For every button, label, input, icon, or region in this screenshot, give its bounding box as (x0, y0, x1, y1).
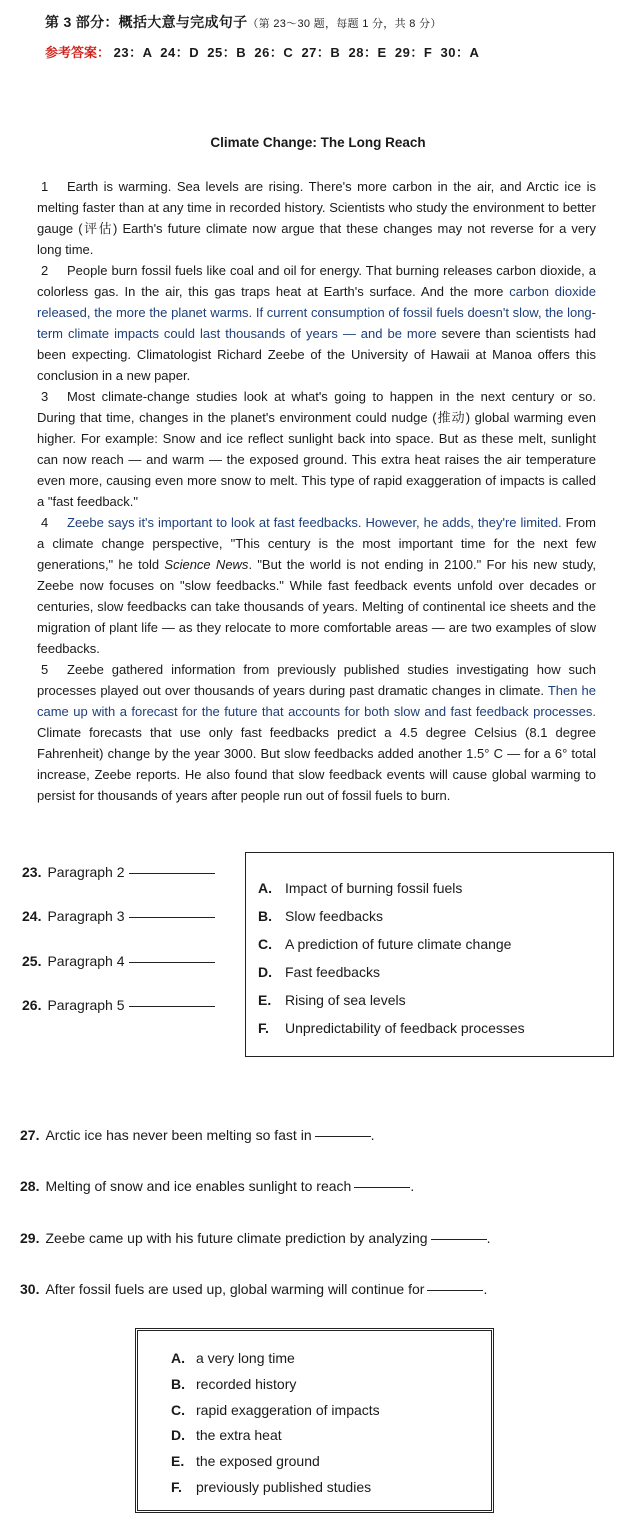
paragraph-text-highlight: Zeebe says it's important to look at fast feedbacks. However, he adds, they're limited. (67, 515, 562, 530)
option-text: A prediction of future climate change (285, 936, 512, 952)
article-body (37, 176, 596, 806)
matching-question-23 (22, 864, 215, 880)
completion-question-27 (20, 1127, 375, 1143)
option-letter: E. (258, 992, 272, 1008)
question-label: Paragraph 5 (47, 997, 125, 1013)
option-letter: E. (171, 1453, 185, 1469)
section-note: （第 23～30 题，每题 1 分，共 8 分） (247, 18, 442, 30)
option-letter: B. (171, 1376, 185, 1392)
paragraph-2 (37, 260, 596, 386)
question-label: Paragraph 3 (47, 908, 125, 924)
matching-option-d (258, 964, 380, 980)
matching-question-24 (22, 908, 215, 924)
question-number: 28. (20, 1178, 40, 1194)
completion-question-28 (20, 1178, 414, 1194)
question-end: . (483, 1281, 488, 1297)
option-text: Impact of burning fossil fuels (285, 880, 463, 896)
completion-question-30 (20, 1281, 487, 1297)
section-title-text: 第 3 部分：概括大意与完成句子 (45, 14, 248, 30)
article-title: Climate Change: The Long Reach (210, 135, 426, 150)
paragraph-4 (37, 512, 596, 659)
question-end: . (370, 1127, 375, 1143)
question-number: 27. (20, 1127, 40, 1143)
question-number: 26. (22, 997, 42, 1013)
option-text: previously published studies (196, 1479, 372, 1495)
paragraph-text: Climate forecasts that use only fast feedbacks predict a 4.5 degree Celsius (8.1 degree Fahrenheit) change by the year 3000. But slow feedbacks added another 1.5° C — for a 6° total increase, Zeebe reports. He also found that slow feedback events will cause global warming to persist for thousands of years after people run out of fossil fuels to burn. (37, 725, 596, 803)
paragraph-5 (37, 659, 596, 806)
question-text: After fossil fuels are used up, global warming will continue for (45, 1281, 425, 1297)
answer-key-label: 参考答案： (45, 45, 111, 60)
paragraph-number: 4 (41, 515, 49, 530)
paragraph-text: From a climate change perspective, "This century is the most important time for the next few generations," he told (37, 515, 596, 572)
paragraph-text: . "But the world is not ending in 2100." For his new study, Zeebe now focuses on "slow feedbacks." While fast feedback events unfold over decades or centuries, slow feedbacks can take thousands of years. Melting of continental ice sheets and the migration of plant life — as they relocate to more comfortable areas — are two examples of slow feedbacks. (37, 557, 597, 656)
question-number: 24. (22, 908, 42, 924)
question-text: Arctic ice has never been melting so fast in (45, 1127, 312, 1143)
paragraph-number: 2 (41, 263, 49, 278)
paragraph-text: People burn fossil fuels like coal and oil for energy. That burning releases carbon dioxide, a colorless gas. In the air, this gas traps heat at Earth's surface. And the more (37, 263, 596, 299)
paragraph-text-highlight: carbon dioxide released, the more the planet warms. If current consumption of fossil fuels doesn't slow, the long-term climate impacts could last thousands of years — and be more (37, 284, 596, 341)
option-text: Slow feedbacks (285, 908, 384, 924)
option-letter: F. (171, 1479, 182, 1495)
answer-blank[interactable] (129, 917, 215, 918)
answer-blank[interactable] (427, 1290, 483, 1291)
question-text: Zeebe came up with his future climate prediction by analyzing (45, 1230, 428, 1246)
paragraph-number: 3 (41, 389, 49, 404)
completion-option-a (171, 1350, 295, 1366)
question-end: . (486, 1230, 491, 1246)
matching-question-26 (22, 997, 215, 1013)
answer-key-values: 23：A 24：D 25：B 26：C 27：B 28：E 29：F 30：A (113, 45, 480, 60)
option-letter: A. (258, 880, 272, 896)
paragraph-text: severe than scientists had been expecting. Climatologist Richard Zeebe of the University of Hawaii at Manoa offers this conclusion in a new paper. (37, 326, 596, 383)
paragraph-1 (37, 176, 596, 260)
answer-blank[interactable] (354, 1187, 410, 1188)
completion-question-29 (20, 1230, 490, 1246)
paragraph-number: 1 (41, 179, 49, 194)
paragraph-number: 5 (41, 662, 49, 677)
paragraph-text: Earth is warming. Sea levels are rising. There's more carbon in the air, and Arctic ice is melting faster than at any time in recorded history. Scientists who study the environment to better gauge (评估) Earth's future climate now argue that these changes may not reverse for a very long time. (37, 179, 596, 257)
paragraph-3 (37, 386, 596, 512)
completion-option-c (171, 1402, 380, 1418)
answer-blank[interactable] (315, 1136, 371, 1137)
option-text: Fast feedbacks (285, 964, 380, 980)
option-text: the exposed ground (196, 1453, 320, 1469)
matching-option-a (258, 880, 462, 896)
option-letter: D. (258, 964, 272, 980)
option-text: Rising of sea levels (285, 992, 406, 1008)
answer-blank[interactable] (129, 962, 215, 963)
option-letter: D. (171, 1427, 185, 1443)
option-letter: F. (258, 1020, 269, 1036)
option-letter: C. (258, 936, 272, 952)
question-number: 25. (22, 953, 42, 969)
paragraph-text: Zeebe gathered information from previously published studies investigating how such processes played out over thousands of years during past dramatic changes in climate. (37, 662, 596, 698)
matching-options-box (245, 852, 614, 1057)
option-text: a very long time (196, 1350, 295, 1366)
matching-option-e (258, 992, 406, 1008)
option-text: recorded history (196, 1376, 297, 1392)
question-number: 29. (20, 1230, 40, 1246)
publication-name: Science News (164, 557, 249, 572)
matching-question-25 (22, 953, 215, 969)
answer-blank[interactable] (129, 873, 215, 874)
answer-blank[interactable] (431, 1239, 487, 1240)
option-letter: B. (258, 908, 272, 924)
question-number: 30. (20, 1281, 40, 1297)
question-text: Melting of snow and ice enables sunlight to reach (45, 1178, 352, 1194)
option-letter: A. (171, 1350, 185, 1366)
question-end: . (410, 1178, 415, 1194)
question-label: Paragraph 2 (47, 864, 125, 880)
answer-blank[interactable] (129, 1006, 215, 1007)
matching-option-c (258, 936, 511, 952)
option-letter: C. (171, 1402, 185, 1418)
question-number: 23. (22, 864, 42, 880)
option-text: the extra heat (196, 1427, 282, 1443)
matching-option-f (258, 1020, 525, 1036)
option-text: rapid exaggeration of impacts (196, 1402, 380, 1418)
section-title (45, 12, 442, 32)
completion-option-e (171, 1453, 320, 1469)
question-label: Paragraph 4 (47, 953, 125, 969)
completion-option-d (171, 1427, 282, 1443)
completion-option-f (171, 1479, 371, 1495)
paragraph-text-highlight: Then he came up with a forecast for the future that accounts for both slow and fast feedback processes. (37, 683, 597, 719)
answer-key (45, 42, 479, 61)
completion-option-b (171, 1376, 296, 1392)
matching-option-b (258, 908, 383, 924)
option-text: Unpredictability of feedback processes (285, 1020, 525, 1036)
paragraph-text: Most climate-change studies look at what's going to happen in the next century or so. During that time, changes in the planet's environment could nudge (推动) global warming even higher. For example: Snow and ice reflect sunlight back into space. But as these melt, sunlight can now reach — and warm — the exposed ground. This extra heat raises the air temperature even more, causing even more snow to melt. This type of rapid exaggeration of impacts is called a "fast feedback." (37, 389, 596, 509)
completion-options-box (135, 1328, 494, 1513)
